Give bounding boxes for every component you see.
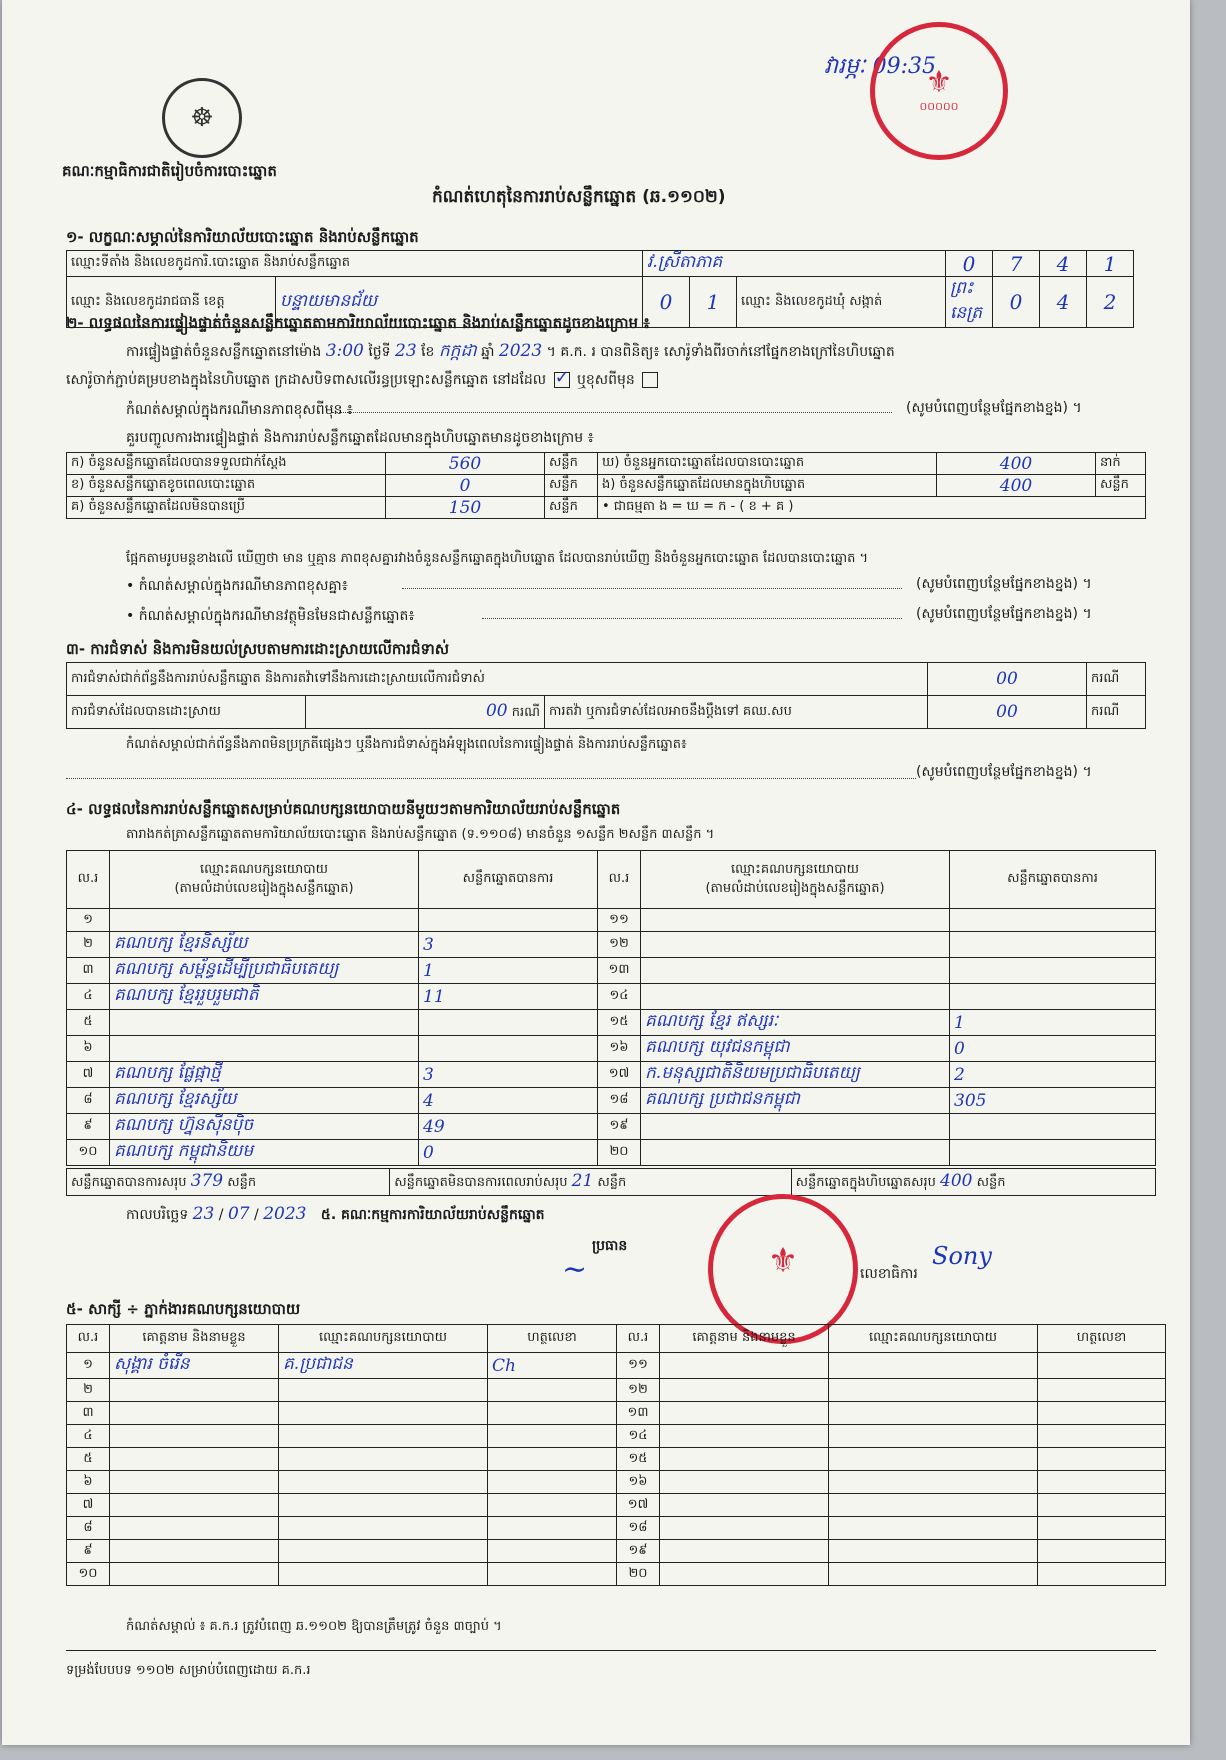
result-no: ៣ [67,958,110,984]
results-row [67,1114,1156,1140]
witness-no: ១៩ [617,1540,660,1563]
witness-party [279,1402,488,1425]
objection-label: ការជំទាស់ជាក់ព័ន្ធនឹងការរាប់សន្លឹកឆ្នោត និងការតវ៉ាទៅនឹងការដោះស្រាយលើការជំទាស់ [67,663,928,696]
result-party [110,1010,419,1036]
witness-sign [1038,1471,1166,1494]
col-no-right: ល.រ [598,851,641,909]
result-votes: 0 [419,1140,598,1166]
foreign-object-line [482,618,902,619]
count-table [66,452,1146,519]
result-votes [419,1010,598,1036]
count-a-unit: សន្លឹក [545,453,598,475]
result-no: ១៥ [598,1010,641,1036]
change-note-line [332,412,892,413]
station-code-4: 1 [1087,251,1134,277]
witness-name [110,1471,279,1494]
result-no: ១១ [598,909,641,932]
witness-sign [488,1425,617,1448]
foreign-object-hint: (សូមបំពេញបន្ថែមផ្នែកខាងខ្នង) ។ [916,606,1092,622]
date-year: 2023 [263,1204,307,1224]
witness-sign [1038,1448,1166,1471]
result-votes: 305 [950,1088,1156,1114]
station-code-1: 0 [946,251,993,277]
verify-month: កក្កដា [438,341,477,361]
verify-month-label: ខែ [421,344,435,360]
witness-no: ២ [67,1379,110,1402]
count-e-label: ង) ចំនួនសន្លឹកឆ្នោតដែលមានក្នុងហិបឆ្នោត [598,475,937,497]
results-row [67,1088,1156,1114]
committee-label: ៥. គណៈកម្មការការិយាល័យរាប់សន្លឹកឆ្នោត [320,1207,545,1223]
verify-year-label: ឆ្នាំ [481,344,495,360]
witness-name [660,1448,829,1471]
witness-row [67,1517,1166,1540]
witness-sign [1038,1425,1166,1448]
witness-sign [1038,1379,1166,1402]
witness-name [110,1517,279,1540]
changed-checkbox[interactable] [642,372,658,388]
witness-no: ១៦ [617,1471,660,1494]
result-no: ៦ [67,1036,110,1062]
witness-party [829,1517,1038,1540]
witness-table [66,1324,1166,1586]
witness-name [110,1540,279,1563]
results-row [67,909,1156,932]
witness-party [279,1425,488,1448]
witness-row [67,1353,1166,1379]
col-party-left [110,851,419,909]
results-row [67,1062,1156,1088]
witness-col-name-right: គោត្តនាម និងនាមខ្លួន [660,1325,829,1353]
col-no-left: ល.រ [67,851,110,909]
formula-text: • ជាធម្មតា ង = ឃ = ក - ( ខ + គ ) [598,497,1146,519]
result-party [641,909,950,932]
commune-code-1: 0 [993,277,1040,328]
result-party [641,1114,950,1140]
total-valid-label: សន្លឹកឆ្នោតបានការសរុប [71,1175,187,1190]
witness-party [829,1494,1038,1517]
result-party: គណបក្ស ខ្មែរ ឥស្សរៈ [641,1010,950,1036]
commission-emblem: ☸ [162,78,242,158]
witness-row [67,1471,1166,1494]
tally-intro: តារាងកត់ត្រាសន្លឹកឆ្នោតតាមការិយាល័យបោះឆ្នោត និងរាប់សន្លឹកឆ្នោត (ទ.១១០៨) មានចំនួន ១សន្លឹក ២សន្លឹក ៣សន្លឹក ។ [126,827,715,842]
station-code-2: 7 [993,251,1040,277]
witness-col-no-left: ល.រ [67,1325,110,1353]
change-note-hint: (សូមបំពេញបន្ថែមផ្នែកខាងខ្នង) ។ [906,400,1082,416]
witness-party [829,1540,1038,1563]
station-code-3: 4 [1040,251,1087,277]
province-name: បន្ទាយមានជ័យ [276,277,643,328]
result-no: ២០ [598,1140,641,1166]
results-row [67,984,1156,1010]
witness-no: ៩ [67,1540,110,1563]
commission-name: គណៈកម្មាធិការជាតិរៀបចំការបោះឆ្នោត [62,162,277,180]
witness-row [67,1379,1166,1402]
discrepancy-note: • កំណត់សម្គាល់ក្នុងករណីមានភាពខុសគ្នា៖ [126,578,348,594]
witness-no: ១៨ [617,1517,660,1540]
count-a-value: 560 [386,453,545,475]
commune-name: ព្រះនេត្រ [946,277,993,328]
result-votes [950,1114,1156,1140]
result-party: គណបក្ស ខ្មែររួបរួមជាតិ [110,984,419,1010]
secretary-label: លេខាធិការ [860,1266,918,1282]
result-votes: 0 [950,1036,1156,1062]
witness-name [660,1540,829,1563]
result-no: ៧ [67,1062,110,1088]
witness-row [67,1563,1166,1586]
appeal-label: ការតវ៉ា ឬការជំទាស់ដែលអាចនឹងប្តឹងទៅ គឈ.សប [545,696,928,729]
witness-sign [488,1448,617,1471]
seal-text: សោរ៉ូចាក់ភ្ជាប់គម្របខាងក្នុងនៃហិបឆ្នោត ក្រដាសបិទពាសលើរន្ធប្រឡោះសន្លឹកឆ្នោត នៅដដែល [66,372,547,388]
witness-sign [488,1517,617,1540]
form-page [2,0,1190,1745]
witness-no: ២០ [617,1563,660,1586]
count-d-label: ឃ) ចំនួនអ្នកបោះឆ្នោតដែលបានបោះឆ្នោត [598,453,937,475]
witness-party [829,1379,1038,1402]
result-party [110,1036,419,1062]
witness-no: ៨ [67,1517,110,1540]
witness-row [67,1448,1166,1471]
result-no: ១ [67,909,110,932]
verify-time-label: ការផ្ទៀងផ្ទាត់ចំនួនសន្លឹកឆ្នោតនៅម៉ោង [126,344,322,360]
resolved-label: ការជំទាស់ដែលបានដោះស្រាយ [67,696,306,729]
count-d-value: 400 [937,453,1096,475]
witness-name [660,1402,829,1425]
section2-heading: ២- លទ្ធផលនៃការផ្ទៀងផ្ទាត់ចំនួនសន្លឹកឆ្នោតតាមការិយាល័យបោះឆ្នោត និងរាប់សន្លឹកឆ្នោតដូចខាងក្រោម ៖ [66,314,650,332]
witness-no: ១៤ [617,1425,660,1448]
count-e-value: 400 [937,475,1096,497]
witness-party [829,1471,1038,1494]
commune-code-3: 2 [1087,277,1134,328]
verify-day: 23 [395,341,417,361]
resolved-value: 00 [485,701,508,721]
total-invalid-label: សន្លឹកឆ្នោតមិនបានការពេលរាប់សរុប [394,1175,568,1190]
witness-sign [1038,1494,1166,1517]
witness-party [829,1448,1038,1471]
chair-signature: ∼ [562,1252,588,1287]
verify-year: 2023 [498,341,543,361]
result-no: ៩ [67,1114,110,1140]
verify-line [126,340,895,365]
verify-time: 3:00 [325,341,364,361]
col-votes-left: សន្លឹកឆ្នោតបានការ [419,851,598,909]
col-party-right [641,851,950,909]
witness-no: ៦ [67,1471,110,1494]
witness-name [660,1425,829,1448]
result-no: ១៩ [598,1114,641,1140]
witness-name [110,1379,279,1402]
witness-no: ៣ [67,1402,110,1425]
witness-sign: Ch [488,1353,617,1379]
witness-sign [1038,1517,1166,1540]
verify-text: ។ គ.ក. រ បានពិនិត្យ៖ សោរ៉ូទាំងពីរចាក់នៅផ្នែកខាងក្រៅនៃហិបឆ្នោត [546,344,895,360]
witness-name [110,1425,279,1448]
count-b-label: ខ) ចំនួនសន្លឹកឆ្នោតខូចពេលបោះឆ្នោត [67,475,386,497]
foreign-object-note: • កំណត់សម្គាល់ក្នុងករណីមានវត្ថុមិនមែនជាសន្លឹកឆ្នោត៖ [126,608,415,624]
result-party: គណបក្ស យុវជនកម្ពុជា [641,1036,950,1062]
witness-no: ១ [67,1353,110,1379]
date-month: 07 [227,1204,250,1224]
witness-no: ១៥ [617,1448,660,1471]
col-votes-right: សន្លឹកឆ្នោតបានការ [950,851,1156,909]
result-votes [950,909,1156,932]
total-box-value: 400 [940,1171,973,1191]
witness-party [279,1494,488,1517]
top-handwriting: វារម្ភៈ 09:35 [824,54,937,79]
result-votes: 2 [950,1062,1156,1088]
total-box-label: សន្លឹកឆ្នោតក្នុងហិបឆ្នោតសរុប [795,1175,936,1190]
station-name: វ.ស្រីតាភាគ [643,251,946,277]
verify-day-label: ថ្ងៃទី [368,344,391,360]
total-invalid-unit: សន្លឹក [597,1175,627,1190]
count-c-value: 150 [386,497,545,519]
witness-sign [1038,1540,1166,1563]
result-party [641,958,950,984]
result-votes [950,1140,1156,1166]
witness-party [279,1517,488,1540]
commune-label: ឈ្មោះ និងលេខកូដឃុំ សង្កាត់ [737,277,946,328]
witness-party [829,1563,1038,1586]
section3-heading: ៣- ការជំទាស់ និងការមិនយល់ស្របតាមការដោះស្រាយលើការជំទាស់ [66,640,450,658]
result-no: ១៦ [598,1036,641,1062]
chair-label: ប្រធាន [592,1238,628,1254]
count-intro: គួរបញ្ចូលការងារផ្ទៀងផ្ទាត់ និងការរាប់សន្លឹកឆ្នោតដែលមានក្នុងហិបឆ្នោតមានដូចខាងក្រោម ៖ [126,430,594,446]
resolved-unit: ករណី [511,705,540,720]
section4-heading: ៤- លទ្ធផលនៃការរាប់សន្លឹកឆ្នោតសម្រាប់គណបក្សនយោបាយនីមួយៗតាមការិយាល័យរាប់សន្លឹកឆ្នោត [66,800,621,818]
result-no: ៨ [67,1088,110,1114]
objection-table [66,662,1146,729]
objection-note-line [66,778,916,779]
result-party: គណបក្ស ផ្លែផ្កាថ្មី [110,1062,419,1088]
result-votes: 3 [419,1062,598,1088]
witness-sign [488,1563,617,1586]
result-votes [950,984,1156,1010]
witness-no: ៧ [67,1494,110,1517]
witness-party [829,1353,1038,1379]
witness-name [110,1402,279,1425]
witness-no: ៤ [67,1425,110,1448]
result-votes: 49 [419,1114,598,1140]
witness-col-party-right: ឈ្មោះគណបក្សនយោបាយ [829,1325,1038,1353]
witness-no: ១០ [67,1563,110,1586]
result-party: គណបក្ស ខ្មែរនិស្ស័យ [110,932,419,958]
count-d-unit: នាក់ [1096,453,1146,475]
result-votes [419,909,598,932]
discrepancy-note-line [402,588,902,589]
witness-no: ១៣ [617,1402,660,1425]
result-party [110,909,419,932]
changed-label: ឬខុសពីមុន [577,372,635,388]
results-row [67,1140,1156,1166]
commune-code-2: 4 [1040,277,1087,328]
result-party [641,984,950,1010]
results-table [66,850,1156,1166]
date-day: 23 [192,1204,215,1224]
witness-name [110,1494,279,1517]
witness-sign [1038,1353,1166,1379]
seal-line [66,367,661,391]
witness-name [660,1517,829,1540]
result-party: គណបក្ស ហ្វ៊ុនស៊ីនប៉ិច [110,1114,419,1140]
witness-party [279,1448,488,1471]
witness-party [279,1540,488,1563]
witness-name [660,1471,829,1494]
date-label: កាលបរិច្ឆេទ [126,1207,189,1223]
col-party-left-sub: (តាមលំដាប់លេខរៀងក្នុងសន្លឹកឆ្នោត) [174,880,354,896]
discrepancy-hint: (សូមបំពេញបន្ថែមផ្នែកខាងខ្នង) ។ [916,576,1092,592]
result-party: គណបក្ស ខ្មែរស្ស័យ [110,1088,419,1114]
witness-name [660,1563,829,1586]
col-party-right-title: ឈ្មោះគណបក្សនយោបាយ [731,861,859,877]
witness-sign [1038,1402,1166,1425]
footer-divider [66,1650,1156,1651]
count-c-label: គ) ចំនួនសន្លឹកឆ្នោតដែលមិនបានប្រើ [67,497,386,519]
result-party: ក.មនុស្សជាតិនិយមប្រជាធិបតេយ្យ [641,1062,950,1088]
result-votes: 4 [419,1088,598,1114]
result-votes [950,932,1156,958]
form-title: កំណត់ហេតុនៃការរាប់សន្លឹកឆ្នោត (ឆ.១១០២) [432,187,726,207]
appeal-value: 00 [928,696,1087,729]
bottom-note: ទម្រង់បែបបទ ១១០២ សម្រាប់បំពេញដោយ គ.ក.រ [66,1663,311,1678]
result-party [641,932,950,958]
intact-checkbox[interactable] [554,367,570,388]
count-b-unit: សន្លឹក [545,475,598,497]
witness-name [110,1563,279,1586]
results-row [67,1036,1156,1062]
result-no: ១៨ [598,1088,641,1114]
date-line: កាលបរិច្ឆេទ 23 / 07 / 2023 ៥. គណៈកម្មការការិយាល័យរាប់សន្លឹកឆ្នោត [126,1204,545,1224]
check-mark-icon: ✓ [554,367,570,388]
secretary-signature: Sony [932,1242,992,1270]
witness-no: ៥ [67,1448,110,1471]
discrepancy-line: ផ្អែកតាមរូបមន្តខាងលើ ឃើញថា មាន ឬគ្មាន ភាពខុសគ្នារវាងចំនួនសន្លឹកឆ្នោតក្នុងហិបឆ្នោត ដែលបានរាប់ឃើញ និងចំនួនអ្នកបោះឆ្នោត ដែលបានបោះឆ្នោត ។ [126,551,869,566]
witness-col-name-left: គោត្តនាម និងនាមខ្លួន [110,1325,279,1353]
col-party-left-title: ឈ្មោះគណបក្សនយោបាយ [200,861,328,877]
result-no: ៥ [67,1010,110,1036]
result-no: ១៣ [598,958,641,984]
station-label: ឈ្មោះទីតាំង និងលេខកូដការិ.បោះឆ្នោត និងរាប់សន្លឹកឆ្នោត [67,251,643,277]
witness-col-party-left: ឈ្មោះគណបក្សនយោបាយ [279,1325,488,1353]
red-stamp-top: ⚜ ០០០០០ [870,22,1008,160]
witness-party [279,1471,488,1494]
results-totals [66,1168,1156,1196]
province-code-1: 0 [643,277,690,328]
result-votes: 1 [950,1010,1156,1036]
province-code-2: 1 [690,277,737,328]
objection-note: កំណត់សម្គាល់ជាក់ព័ន្ធនឹងភាពមិនប្រក្រតីផ្សេងៗ ឬនឹងការជំទាស់ក្នុងអំឡុងពេលនៃការផ្ទៀងផ្ទាត់ និងការរាប់សន្លឹកឆ្នោត៖ [126,737,687,752]
witness-name [660,1379,829,1402]
appeal-unit: ករណី [1087,696,1146,729]
result-votes: 11 [419,984,598,1010]
count-b-value: 0 [386,475,545,497]
witness-sign [488,1540,617,1563]
result-party: គណបក្ស សម្ព័ន្ធដើម្បីប្រជាធិបតេយ្យ [110,958,419,984]
total-box-unit: សន្លឹក [976,1175,1006,1190]
result-party: គណបក្ស ប្រជាជនកម្ពុជា [641,1088,950,1114]
col-party-right-sub: (តាមលំដាប់លេខរៀងក្នុងសន្លឹកឆ្នោត) [705,880,885,896]
witness-party [279,1563,488,1586]
results-row [67,932,1156,958]
witness-sign [488,1471,617,1494]
witness-col-sign-right: ហត្ថលេខា [1038,1325,1166,1353]
results-row [67,958,1156,984]
province-label: ឈ្មោះ និងលេខកូដរាជធានី ខេត្ត [67,277,276,328]
witness-row [67,1425,1166,1448]
witness-sign [488,1379,617,1402]
witness-name [110,1448,279,1471]
objection-hint: (សូមបំពេញបន្ថែមផ្នែកខាងខ្នង) ។ [916,764,1092,780]
witness-party [829,1402,1038,1425]
result-no: ១៧ [598,1062,641,1088]
witness-no: ១១ [617,1353,660,1379]
result-no: ៤ [67,984,110,1010]
results-row [67,1010,1156,1036]
red-stamp-bottom: ⚜ [708,1194,858,1344]
result-no: ២ [67,932,110,958]
result-votes [419,1036,598,1062]
witness-no: ១៧ [617,1494,660,1517]
change-note-label: កំណត់សម្គាល់ក្នុងករណីមានភាពខុសពីមុន ៖ [126,402,353,418]
count-e-unit: សន្លឹក [1096,475,1146,497]
witness-name: សុង្គារ ចំរើន [110,1353,279,1379]
witness-col-no-right: ល.រ [617,1325,660,1353]
result-no: ១០ [67,1140,110,1166]
result-party [641,1140,950,1166]
witness-no: ១២ [617,1379,660,1402]
total-valid-unit: សន្លឹក [227,1175,257,1190]
total-invalid-value: 21 [571,1171,594,1191]
count-c-unit: សន្លឹក [545,497,598,519]
witness-col-sign-left: ហត្ថលេខា [488,1325,617,1353]
result-no: ១២ [598,932,641,958]
witness-sign [488,1402,617,1425]
witness-row [67,1402,1166,1425]
section1-heading: ១- លក្ខណៈសម្គាល់នៃការិយាល័យបោះឆ្នោត និងរាប់សន្លឹកឆ្នោត [66,228,419,246]
count-a-label: ក) ចំនួនសន្លឹកឆ្នោតដែលបានទទួលជាក់ស្តែង [67,453,386,475]
section5-heading: ៥- សាក្សី ÷ ភ្នាក់ងារគណបក្សនយោបាយ [66,1300,301,1318]
objection-value: 00 [928,663,1087,696]
result-votes: 1 [419,958,598,984]
objection-unit: ករណី [1087,663,1146,696]
witness-name [660,1353,829,1379]
result-votes: 3 [419,932,598,958]
witness-row [67,1494,1166,1517]
result-no: ១៤ [598,984,641,1010]
witness-party: គ.ប្រជាជន [279,1353,488,1379]
result-party: គណបក្ស កម្ពុជានិយម [110,1140,419,1166]
witness-sign [1038,1563,1166,1586]
witness-row [67,1540,1166,1563]
witness-party [279,1379,488,1402]
witness-party [829,1425,1038,1448]
witness-sign [488,1494,617,1517]
witness-name [660,1494,829,1517]
total-valid-value: 379 [190,1171,224,1191]
result-votes [950,958,1156,984]
footnote: កំណត់សម្គាល់ ៖ គ.ក.រ ត្រូវបំពេញ ឆ.១១០២ ឱ្យបានត្រឹមត្រូវ ចំនួន ៣ច្បាប់ ។ [126,1619,502,1634]
